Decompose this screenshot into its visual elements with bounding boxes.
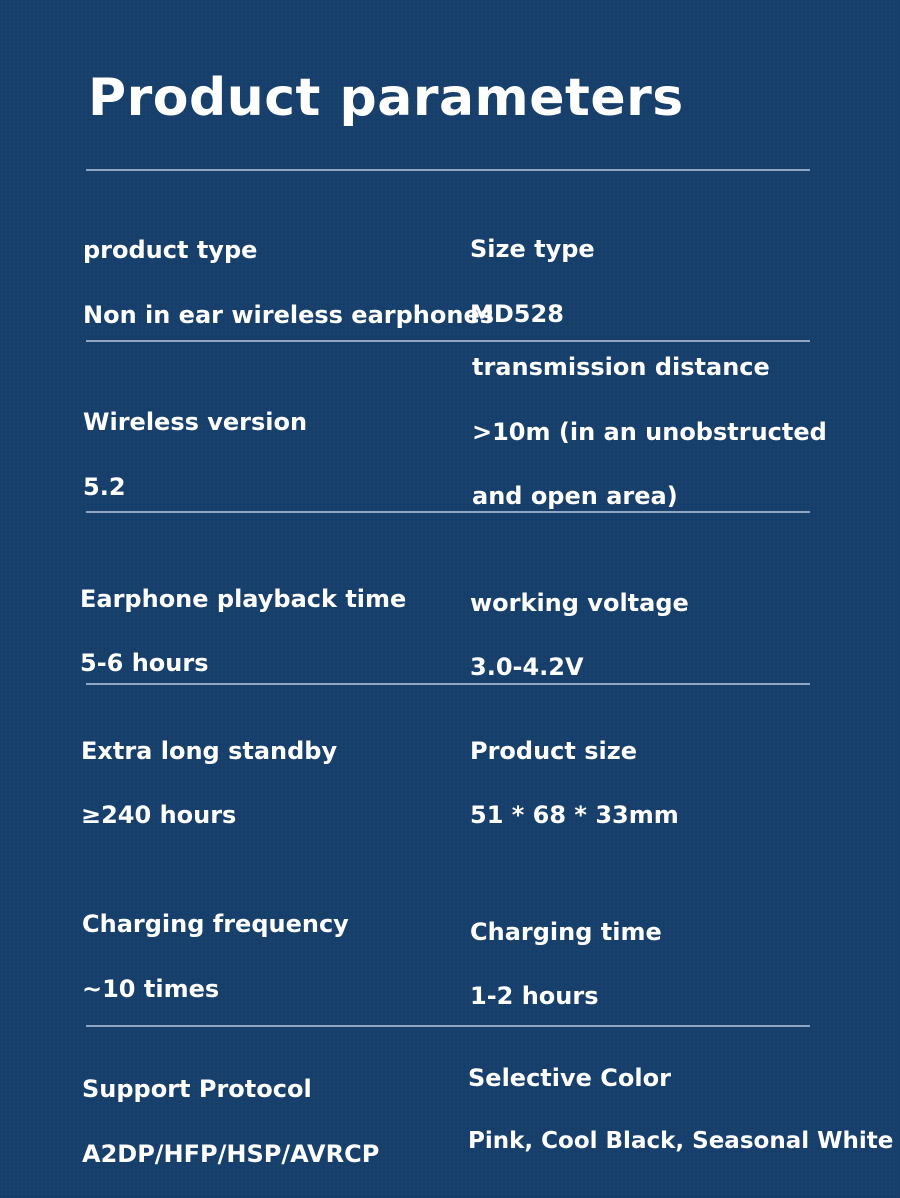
label-selective-color: Selective Color <box>468 1064 671 1092</box>
label-working-voltage: working voltage <box>470 589 689 617</box>
value-charging-time: 1-2 hours <box>470 982 599 1010</box>
label-charging-time: Charging time <box>470 918 662 946</box>
label-transmission-distance: transmission distance <box>472 353 770 381</box>
label-support-protocol: Support Protocol <box>82 1075 312 1103</box>
row-divider <box>86 683 810 685</box>
row-divider <box>86 1025 810 1027</box>
label-charging-frequency: Charging frequency <box>82 910 349 938</box>
value-standby: ≥240 hours <box>81 801 237 829</box>
value-charging-frequency: ~10 times <box>82 975 220 1003</box>
page-title: Product parameters <box>88 68 684 128</box>
value-product-size: 51 * 68 * 33mm <box>470 801 679 829</box>
label-playback-time: Earphone playback time <box>80 585 407 613</box>
value-transmission-distance-line2: and open area) <box>472 482 678 510</box>
value-size-type: MD528 <box>470 300 564 328</box>
label-wireless-version: Wireless version <box>83 408 308 436</box>
label-standby: Extra long standby <box>81 737 338 765</box>
value-wireless-version: 5.2 <box>83 473 126 501</box>
value-selective-color: Pink, Cool Black, Seasonal White <box>468 1128 894 1154</box>
title-divider <box>86 169 810 171</box>
value-support-protocol: A2DP/HFP/HSP/AVRCP <box>82 1140 380 1168</box>
value-transmission-distance-line1: >10m (in an unobstructed <box>472 418 827 446</box>
label-product-type: product type <box>83 236 258 264</box>
row-divider <box>86 340 810 342</box>
row-divider <box>86 511 810 513</box>
label-product-size: Product size <box>470 737 637 765</box>
label-size-type: Size type <box>470 235 595 263</box>
value-working-voltage: 3.0-4.2V <box>470 653 584 681</box>
value-product-type: Non in ear wireless earphones <box>83 301 494 329</box>
value-playback-time: 5-6 hours <box>80 649 209 677</box>
